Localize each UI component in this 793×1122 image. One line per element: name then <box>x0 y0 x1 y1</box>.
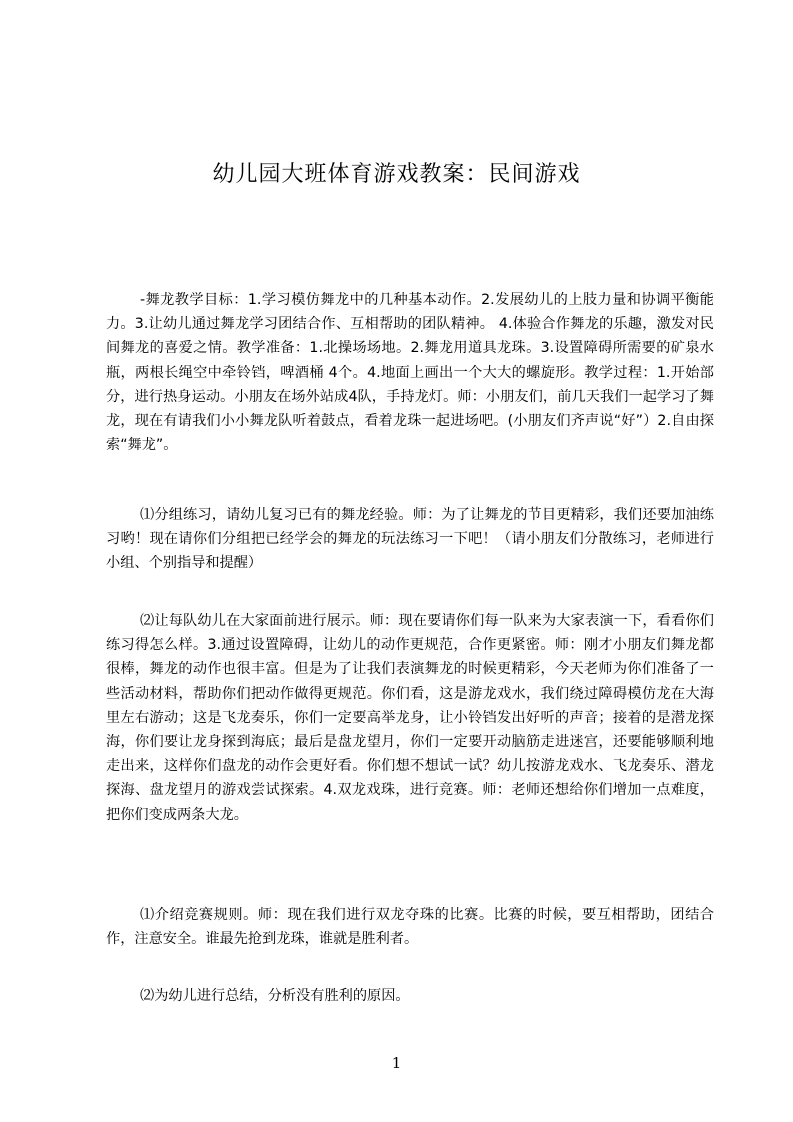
paragraph-team-display: ⑵让每队幼儿在大家面前进行展示。师：现在要请你们每一队来为大家表演一下，看看你们练习得怎么样。3.通过设置障碍，让幼儿的动作更规范，合作更紧密。师：刚才小朋友们舞龙都很棒，舞龙的动作也很丰富。但是为了让我们表演舞龙的时候更精彩，今天老师为你们准备了一些活动材料，帮助你们把动作做得更规范。你们看，这是游龙戏水，我们绕过障碍模仿龙在大海里左右游动；这是飞龙奏乐，你们一定要高举龙身，让小铃铛发出好听的声音；接着的是潜龙探海，你们要让龙身探到海底；最后是盘龙望月，你们一定要开动脑筋走进迷宫，还要能够顺利地走出来，这样你们盘龙的动作会更好看。你们想不想试一试？幼儿按游龙戏水、飞龙奏乐、潜龙探海、盘龙望月的游戏尝试探索。4.双龙戏珠，进行竞赛。师：老师还想给你们增加一点难度，把你们变成两条大龙。 <box>106 613 714 823</box>
paragraph-objectives-preparation: -舞龙教学目标：1.学习模仿舞龙中的几种基本动作。2.发展幼儿的上肢力量和协调平衡能力。3.让幼儿通过舞龙学习团结合作、互相帮助的团队精神。 4.体验合作舞龙的乐趣，激发对民间舞龙的喜爱之情。教学准备：1.北操场场地。2.舞龙用道具龙珠。3.设置障碍所需要的矿泉水瓶，两根长绳空中牵铃铛，啤酒桶 4个。4.地面上画出一个大大的螺旋形。教学过程：1.开始部分，进行热身运动。小朋友在场外站成4队，手持龙灯。师：小朋友们，前几天我们一起学习了舞龙，现在有请我们小小舞龙队听着鼓点，看着龙珠一起进场吧。(小朋友们齐声说“好”）2.自由探索“舞龙”。 <box>106 292 714 454</box>
page-number: 1 <box>391 1054 402 1072</box>
paragraph-summary: ⑵为幼儿进行总结，分析没有胜利的原因。 <box>140 988 410 1004</box>
paragraph-competition-rules: ⑴介绍竞赛规则。师：现在我们进行双龙夺珠的比赛。比赛的时候，要互相帮助，团结合作，注意安全。谁最先抢到龙珠，谁就是胜利者。 <box>106 907 714 948</box>
document-title: 幼儿园大班体育游戏教案：民间游戏 <box>212 161 581 187</box>
paragraph-group-practice: ⑴分组练习，请幼儿复习已有的舞龙经验。师：为了让舞龙的节目更精彩，我们还要加油练习哟！现在请你们分组把已经学会的舞龙的玩法练习一下吧！（请小朋友们分散练习，老师进行小组、个别指导和提醒） <box>106 507 714 572</box>
